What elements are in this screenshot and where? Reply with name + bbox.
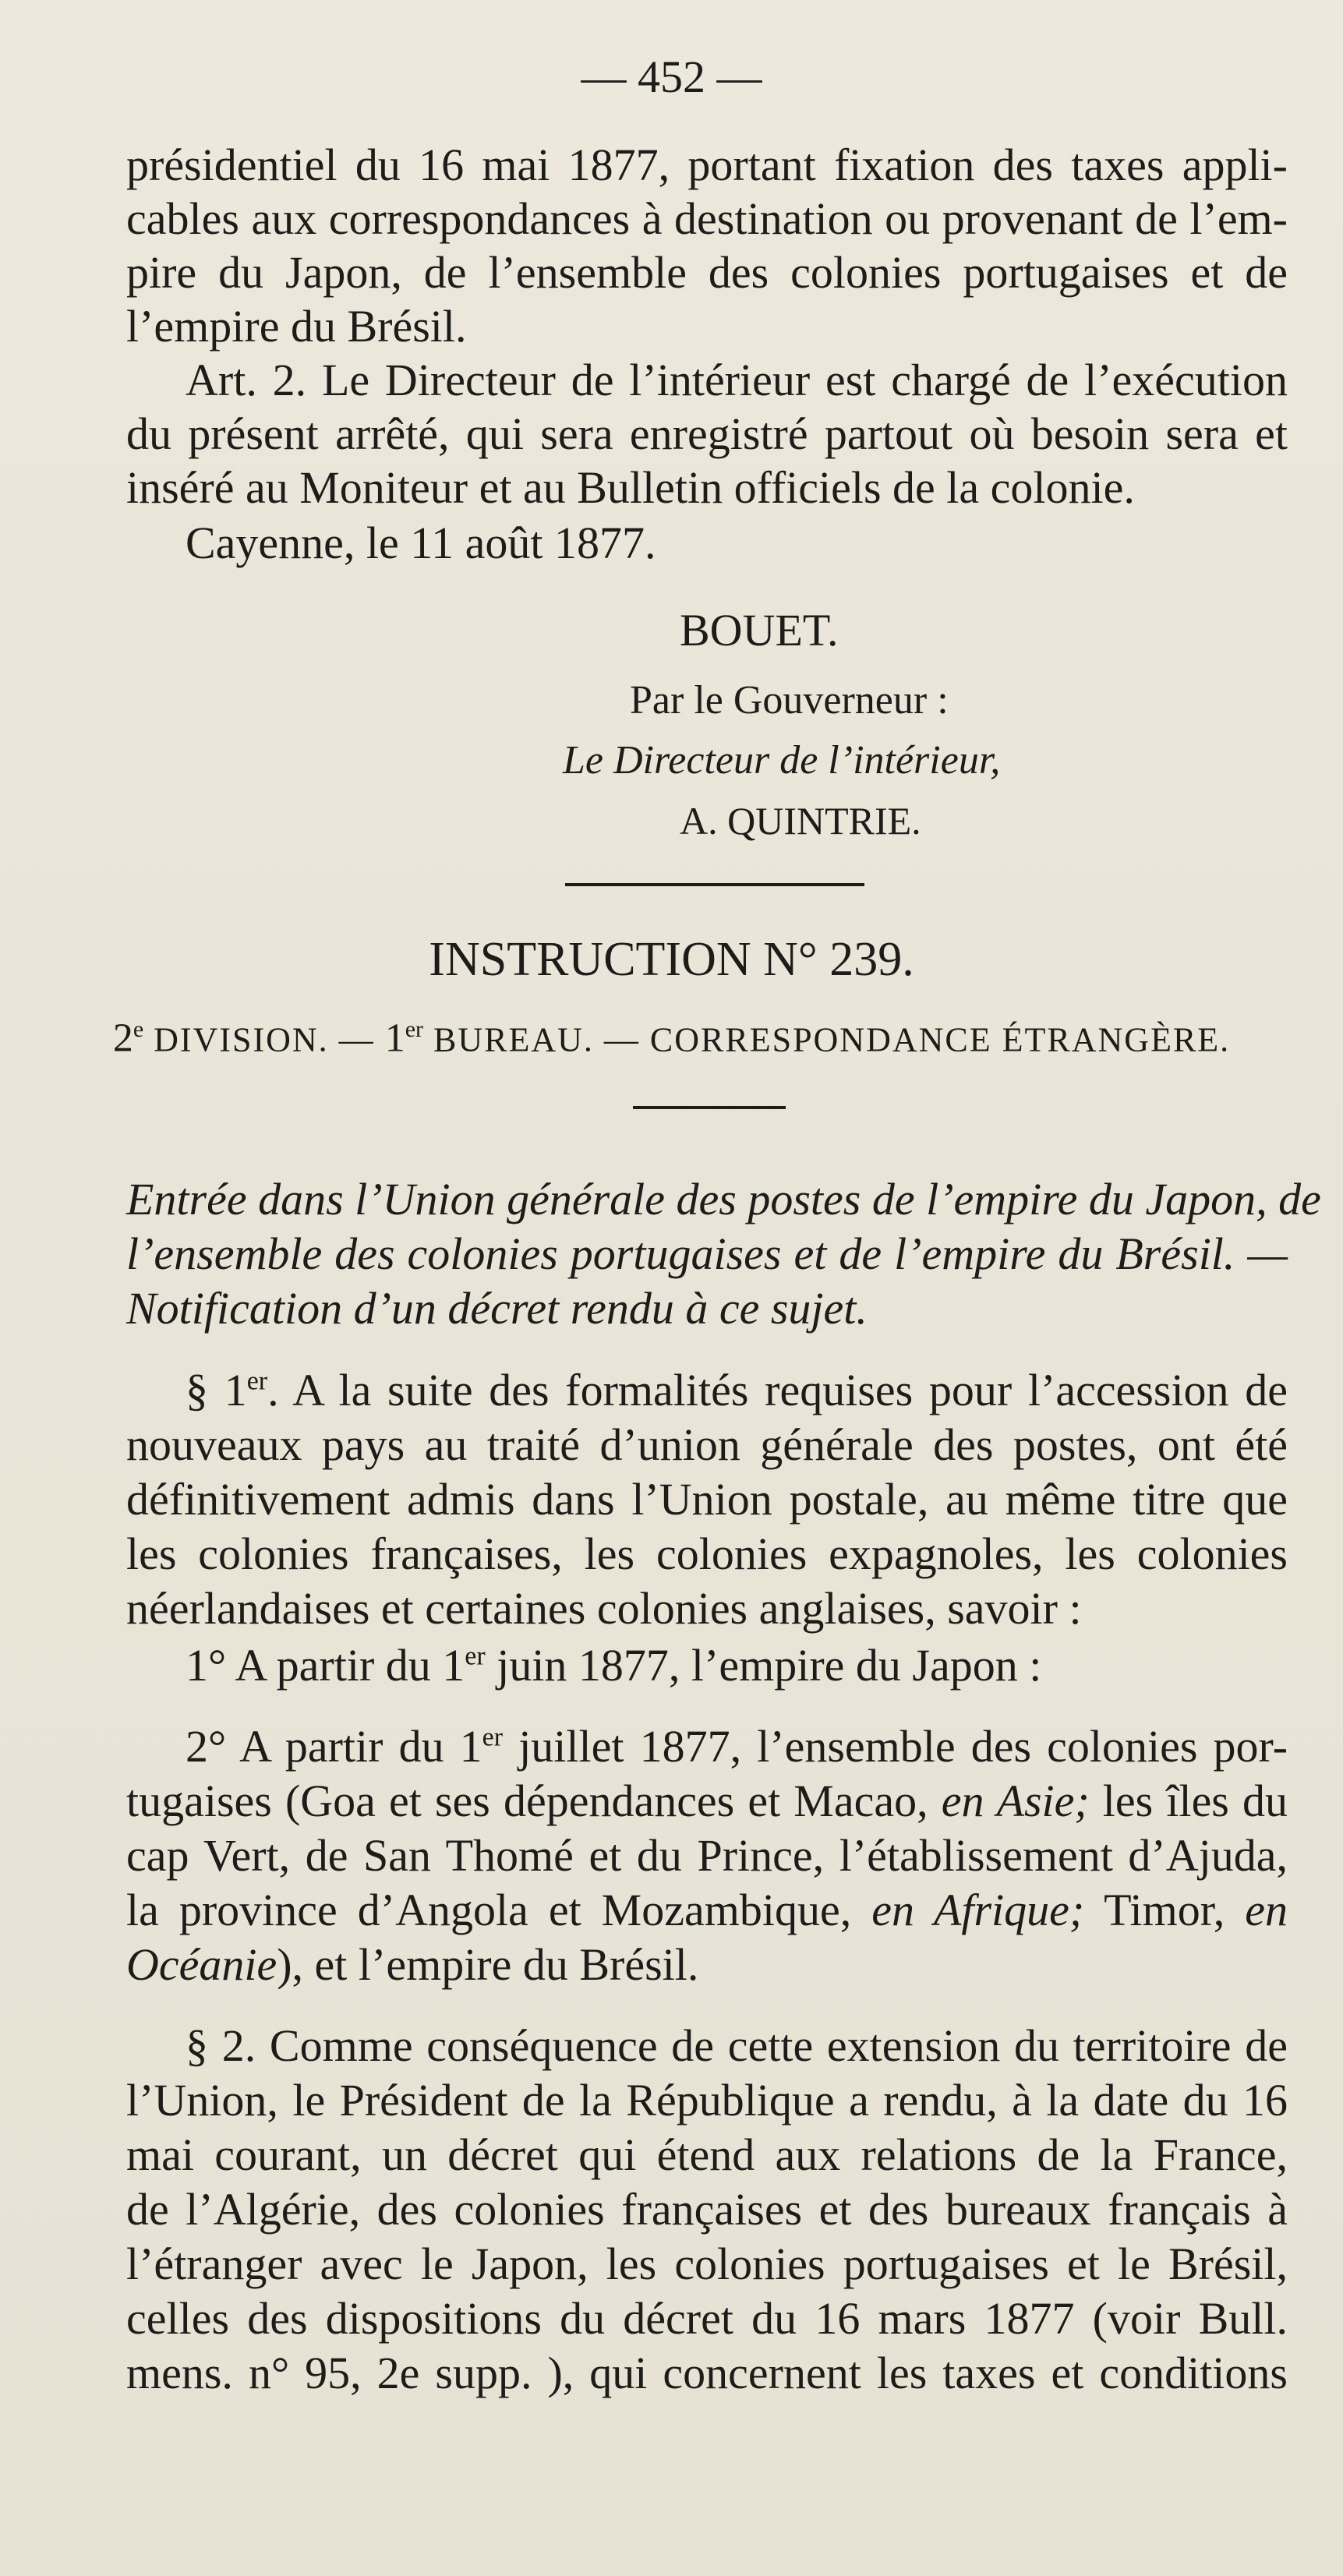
s1-line-3: définitivement admis dans l’Union postale, au même titre que <box>126 1474 1288 1525</box>
item-2-line-5-italic: Océanie <box>126 1939 277 1990</box>
item-1-sup: er <box>465 1641 486 1671</box>
item-2-line-2-b: les îles du <box>1089 1776 1288 1826</box>
s2-line-3: mai courant, un décret qui étend aux relations de la France, <box>126 2129 1288 2180</box>
item-2-line-1 <box>186 1721 1288 1772</box>
s2-line-7: mens. n° 95, 2e supp. ), qui concernent les taxes et conditions <box>126 2348 1288 2398</box>
summary-line-1: Entrée dans l’Union générale des postes de l’empire du Japon, de <box>126 1174 1321 1224</box>
item-2-line-4-b: Timor, <box>1084 1885 1246 1935</box>
page-number: — 452 — <box>581 51 762 102</box>
item-2-line-5-rest: ), et l’empire du Brésil. <box>277 1939 699 1990</box>
item-2-line-4-italic-2: en <box>1245 1885 1288 1935</box>
item-2-line-2-a: tugaises (Goa et ses dépendances et Macao, <box>126 1776 942 1826</box>
bureau-number: 1 <box>384 1016 405 1061</box>
item-2-line-5 <box>126 1939 699 1990</box>
summary-line-3: Notification d’un décret rendu à ce sujet. <box>126 1283 868 1334</box>
arrete-line-4: l’empire du Brésil. <box>126 301 467 352</box>
art2-line-3: inséré au Moniteur et au Bulletin officiels de la colonie. <box>126 462 1135 513</box>
item-2-line-2-italic: en Asie; <box>941 1776 1090 1826</box>
s1-line-1 <box>186 1365 1288 1415</box>
item-1-prefix: 1° A partir du 1 <box>186 1640 465 1691</box>
summary-line-2: l’ensemble des colonies portugaises et de l’empire du Brésil. — <box>126 1228 1288 1279</box>
bureau-text: BUREAU. — CORRESPONDANCE ÉTRANGÈRE. <box>423 1020 1231 1059</box>
s1-mark: § 1 <box>186 1365 247 1415</box>
item-2-line-2 <box>126 1776 1288 1826</box>
division-heading <box>0 1016 1343 1061</box>
item-2-prefix: 2° A partir du 1 <box>186 1721 482 1772</box>
s2-line-5: l’étranger avec le Japon, les colonies portugaises et le Brésil, <box>126 2239 1288 2289</box>
item-2-line-3: cap Vert, de San Thomé et du Prince, l’établissement d’Ajuda, <box>126 1830 1288 1881</box>
s2-line-2: l’Union, le Président de la République a rendu, à la date du 16 <box>126 2075 1288 2125</box>
s1-line-4: les colonies françaises, les colonies expagnoles, les colonies <box>126 1528 1288 1579</box>
s2-line-6: celles des dispositions du décret du 16 mars 1877 (voir Bull. <box>126 2293 1288 2344</box>
s2-line-4: de l’Algérie, des colonies françaises et des bureaux français à <box>126 2184 1288 2235</box>
division-number: 2 <box>112 1016 133 1061</box>
s1-mark-sup: er <box>246 1366 268 1396</box>
director-name: A. QUINTRIE. <box>680 799 921 843</box>
section-rule <box>565 883 864 886</box>
place-date: Cayenne, le 11 août 1877. <box>186 518 656 568</box>
bureau-sup: er <box>405 1016 423 1042</box>
item-1 <box>186 1640 1042 1691</box>
item-2-line-4-italic: en Afrique; <box>871 1885 1085 1935</box>
division-text: DIVISION. — <box>143 1020 385 1059</box>
s1-line-1-text: . A la suite des formalités requises pour l’accession de <box>267 1365 1288 1415</box>
short-rule <box>633 1106 786 1109</box>
by-line: Par le Gouverneur : <box>630 678 949 723</box>
arrete-line-3: pire du Japon, de l’ensemble des colonies portugaises et de <box>126 247 1288 298</box>
art2-line-2: du présent arrêté, qui sera enregistré partout où besoin sera et <box>126 408 1288 459</box>
art2-line-1: Art. 2. Le Directeur de l’intérieur est chargé de l’exécution <box>186 355 1288 405</box>
item-2-rest: juillet 1877, l’ensemble des colonies por- <box>503 1721 1288 1772</box>
director-title: Le Directeur de l’intérieur, <box>563 738 1001 783</box>
instruction-title: INSTRUCTION N° 239. <box>429 933 914 986</box>
item-1-rest: juin 1877, l’empire du Japon : <box>485 1640 1042 1691</box>
s2-line-1: § 2. Comme conséquence de cette extension du territoire de <box>186 2020 1288 2071</box>
item-2-sup: er <box>482 1723 504 1752</box>
s1-line-5: néerlandaises et certaines colonies anglaises, savoir : <box>126 1583 1082 1634</box>
arrete-line-1: présidentiel du 16 mai 1877, portant fixation des taxes appli- <box>126 140 1288 190</box>
s1-line-2: nouveaux pays au traité d’union générale des postes, ont été <box>126 1419 1288 1470</box>
arrete-line-2: cables aux correspondances à destination ou provenant de l’em- <box>126 193 1288 244</box>
item-2-line-4-a: la province d’Angola et Mozambique, <box>126 1885 872 1935</box>
signature: BOUET. <box>680 605 839 655</box>
division-sup: e <box>133 1016 144 1042</box>
item-2-line-4 <box>126 1885 1288 1935</box>
